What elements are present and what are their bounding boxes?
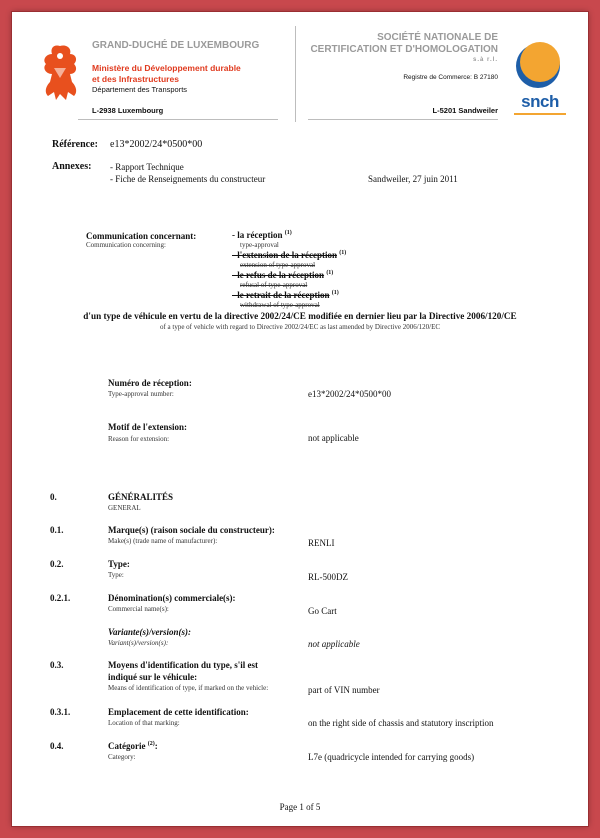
annex-item-2: - Fiche de Renseignements du constructeur <box>110 174 266 184</box>
department: Département des Transports <box>92 85 188 94</box>
option-extension: - l'extension de la réception $^{(1)}$ <box>232 250 347 260</box>
row-label-en: Location of that marking: <box>108 719 180 727</box>
row-label-en: Type: <box>108 571 124 579</box>
variant-label-en: Variant(s)/version(s): <box>108 639 169 647</box>
communication-label-en: Communication concerning: <box>86 241 166 249</box>
row-label-fr-line2: indiqué sur le véhicule: <box>108 672 198 682</box>
option-reception-en: type-approval <box>240 241 279 249</box>
directive-en: of a type of vehicle with regard to Directive 2002/24/EC as last amended by Directive 2006/120/EC <box>159 323 441 331</box>
section-title-fr: GÉNÉRALITÉS <box>108 492 174 502</box>
document-date: Sandweiler, 27 juin 2011 <box>368 174 458 184</box>
row-number: 0.1. <box>50 525 64 535</box>
ministry-line1: Ministère du Développement durable <box>92 63 241 73</box>
row-value: Go Cart <box>308 606 337 616</box>
right-address: L-5201 Sandweiler <box>432 106 498 115</box>
approval-number-label-fr: Numéro de réception: <box>108 378 192 388</box>
row-label-en: Category: <box>108 753 136 761</box>
left-address: L-2938 Luxembourg <box>92 106 164 115</box>
directive-fr: d'un type de véhicule en vertu de la directive 2002/24/CE modifiée en dernier lieu par la Directive 2006/120/CE <box>83 311 517 321</box>
row-label-en: Means of identification of type, if marked on the vehicle: <box>108 684 269 692</box>
row-number: 0.3.1. <box>50 707 71 717</box>
row-value: L7e (quadricycle intended for carrying goods) <box>308 752 475 762</box>
option-reception: - la réception $^{(1)}$ <box>232 230 292 240</box>
annexes-label: Annexes: <box>52 161 92 172</box>
page-number: Page 1 of 5 <box>279 802 321 812</box>
row-label-fr: Moyens d'identification du type, s'il est <box>108 660 259 670</box>
option-refusal: - le refus de la réception $^{(1)}$ <box>232 270 334 280</box>
footnote-mark: (1) <box>339 250 347 256</box>
row-value: RENLI <box>308 538 335 548</box>
row-label-fr: Dénomination(s) commerciale(s): <box>108 593 236 603</box>
header-rule-left <box>78 119 278 120</box>
approval-number-value: e13*2002/24*0500*00 <box>308 389 391 399</box>
annex-item-1: - Rapport Technique <box>110 162 184 172</box>
section-title-en: GENERAL <box>108 504 141 512</box>
row-number: 0.4. <box>50 741 64 751</box>
approval-number-label-en: Type-approval number: <box>108 390 174 398</box>
header-divider <box>295 26 296 122</box>
snch-sarl: s.à r.l. <box>472 57 498 63</box>
footnote-mark: (1) <box>326 270 334 276</box>
header-rule-right <box>308 119 498 120</box>
row-label-en: Make(s) (trade name of manufacturer): <box>108 537 218 545</box>
row-label-fr: Emplacement de cette identification: <box>108 707 249 717</box>
country-title: GRAND-DUCHÉ DE LUXEMBOURG <box>92 40 260 51</box>
luxembourg-lion-icon <box>38 42 82 104</box>
row-value: on the right side of chassis and statutory inscription <box>308 718 494 728</box>
option-refusal-en: refusal of type-approval <box>240 281 308 289</box>
footnote-mark: (2) <box>147 741 155 747</box>
snch-logo-underline <box>514 113 566 115</box>
footnote-mark: (1) <box>331 290 339 296</box>
registry: Registre de Commerce: B 27180 <box>403 74 498 81</box>
snch-logo-icon <box>512 40 564 92</box>
row-value: RL-500DZ <box>308 572 348 582</box>
document-page <box>12 12 588 826</box>
row-number: 0.2.1. <box>50 593 71 603</box>
extension-reason-value: not applicable <box>308 433 359 443</box>
row-label-fr: Catégorie $^{(2)}$: <box>108 741 158 751</box>
row-number: 0.3. <box>50 660 64 670</box>
row-number: 0.2. <box>50 559 64 569</box>
section-number: 0. <box>50 492 57 502</box>
option-withdrawal-en: withdrawal of type-approval <box>240 301 320 309</box>
snch-title-line2: CERTIFICATION ET D'HOMOLOGATION <box>310 44 498 55</box>
row-label-en: Commercial name(s): <box>108 605 169 613</box>
footnote-mark: (1) <box>284 230 292 236</box>
snch-logo-text: snch <box>521 92 559 111</box>
reference-value: e13*2002/24*0500*00 <box>110 139 203 150</box>
variant-value: not applicable <box>308 639 360 649</box>
row-value: part of VIN number <box>308 685 380 695</box>
ministry-line2: et des Infrastructures <box>92 74 179 84</box>
option-extension-en: extension of type-approval <box>240 261 316 269</box>
row-label-fr: Type: <box>108 559 130 569</box>
extension-reason-label-en: Reason for extension: <box>108 435 170 443</box>
variant-label-fr: Variante(s)/version(s): <box>108 627 191 637</box>
extension-reason-label-fr: Motif de l'extension: <box>108 422 187 432</box>
option-withdrawal: - le retrait de la réception $^{(1)}$ <box>232 290 339 300</box>
communication-label-fr: Communication concernant: <box>86 231 197 241</box>
snch-title-line1: SOCIÉTÉ NATIONALE DE <box>377 32 498 43</box>
row-label-fr: Marque(s) (raison sociale du constructeur): <box>108 525 275 535</box>
reference-label: Référence: <box>52 139 98 150</box>
